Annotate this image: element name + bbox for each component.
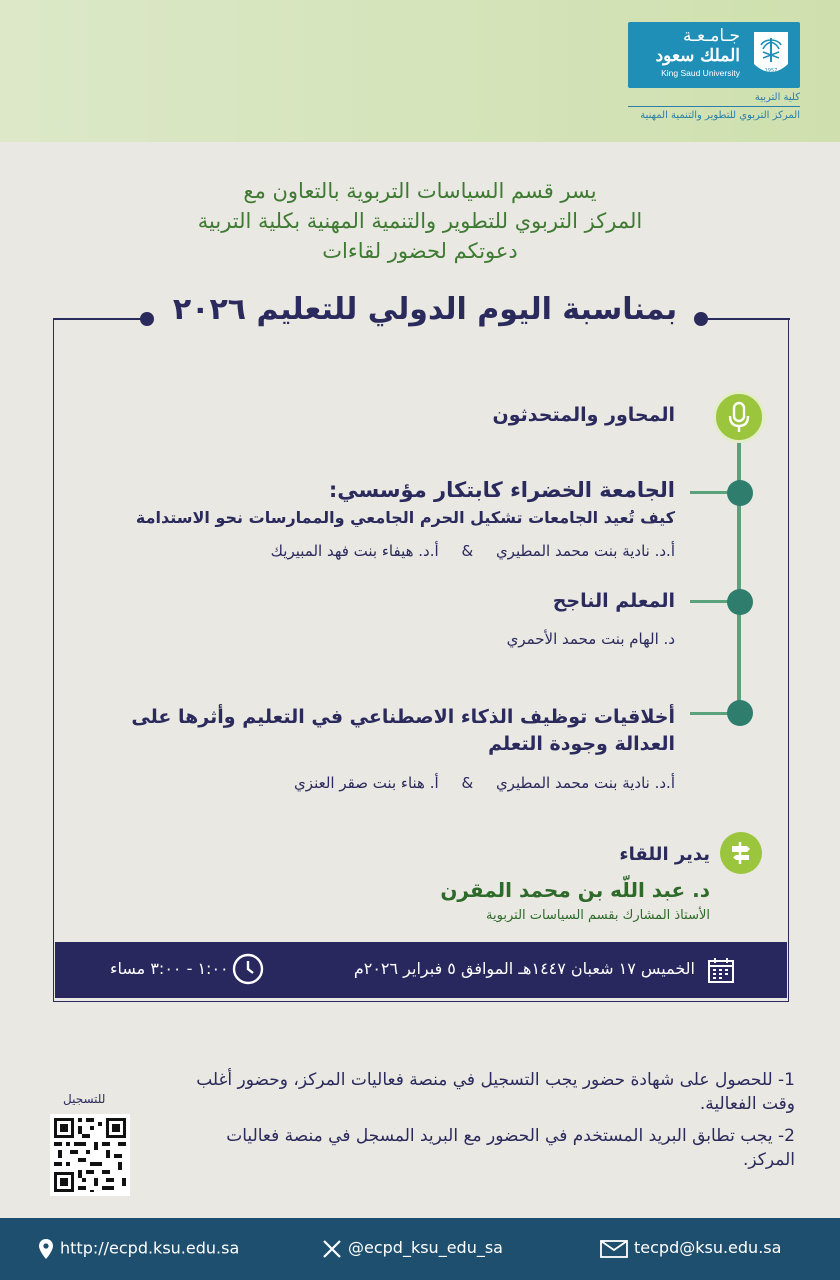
intro-text [0, 176, 840, 266]
signpost-icon [720, 832, 762, 874]
speaker-name: أ. هناء بنت صقر العنزي [294, 774, 439, 792]
timeline-line [737, 430, 741, 715]
speaker-name: أ.د. هيفاء بنت فهد المبيريك [270, 542, 439, 560]
frame-dot-left [140, 312, 154, 326]
logo-arabic-line2: الملك سعود [655, 46, 740, 66]
timeline-branch [690, 600, 730, 603]
timeline-node [727, 589, 753, 615]
clock-icon [231, 952, 265, 986]
topic-2-title: المعلم الناجح [552, 590, 675, 612]
ksu-logo [628, 22, 800, 88]
moderator-name: د. عبد اللّه بن محمد المقرن [440, 878, 710, 902]
twitter-link[interactable] [322, 1238, 503, 1258]
event-time: ١:٠٠ - ٣:٠٠ مساء [110, 959, 229, 978]
ampersand: & [461, 542, 474, 560]
topic-1-speakers [271, 542, 675, 560]
schedule-bar [55, 942, 787, 998]
college-name: كلية التربية [754, 92, 800, 103]
topic-1-title: الجامعة الخضراء كابتكار مؤسسي: [328, 478, 675, 502]
intro-line: يسر قسم السياسات التربوية بالتعاون مع [243, 179, 597, 203]
footer-bar [0, 1218, 840, 1280]
frame-dot-right [694, 312, 708, 326]
logo-divider [628, 106, 800, 107]
topic-3-title: أخلاقيات توظيف الذكاء الاصطناعي في التعليم وأثرها على العدالة وجودة التعلم [131, 706, 675, 755]
topic-1-subtitle: كيف تُعيد الجامعات تشكيل الحرم الجامعي والممارسات نحو الاستدامة [135, 508, 675, 527]
moderator-label: يدير اللقاء [619, 844, 710, 865]
event-date: الخميس ١٧ شعبان ١٤٤٧هـ الموافق ٥ فبراير ٢٠٢٦م [353, 959, 695, 978]
moderator-role: الأستاذ المشارك بقسم السياسات التربوية [486, 908, 710, 923]
palm-emblem-icon [750, 28, 792, 82]
email-link[interactable] [600, 1238, 781, 1258]
logo-arabic-line1: جـامـعـة [682, 26, 740, 46]
website-text: http://ecpd.ksu.edu.sa [60, 1238, 240, 1258]
qr-code[interactable] [50, 1114, 130, 1196]
timeline-node [727, 480, 753, 506]
email-text: tecpd@ksu.edu.sa [634, 1238, 782, 1257]
speaker-name: أ.د. نادية بنت محمد المطيري [495, 542, 675, 560]
topic-2-speaker: د. الهام بنت محمد الأحمري [506, 630, 675, 648]
section-heading: المحاور والمتحدثون [492, 404, 675, 426]
logo-english: King Saud University [661, 68, 740, 78]
frame-top-right [702, 318, 790, 320]
qr-label: للتسجيل [63, 1092, 106, 1106]
ampersand: & [461, 774, 474, 792]
center-name: المركز التربوي للتطوير والتنمية المهنية [640, 110, 800, 121]
note-item: 2- يجب تطابق البريد المستخدم في الحضور مع البريد المسجل في منصة فعاليات المركز. [226, 1126, 795, 1170]
location-pin-icon [38, 1238, 54, 1260]
intro-line: المركز التربوي للتطوير والتنمية المهنية بكلية التربية [197, 209, 643, 233]
notes-list [185, 1068, 795, 1180]
topic-3-speakers [294, 774, 675, 792]
emblem-year: 1957 [764, 68, 778, 74]
twitter-handle: @ecpd_ksu_edu_sa [348, 1238, 503, 1257]
x-logo-icon [322, 1240, 342, 1258]
timeline-branch [690, 491, 730, 494]
signpost-badge [720, 832, 762, 874]
intro-line: دعوتكم لحضور لقاءات [322, 239, 518, 263]
microphone-badge [713, 391, 765, 443]
microphone-icon [716, 394, 762, 440]
website-link[interactable] [38, 1238, 239, 1260]
timeline-node [727, 700, 753, 726]
page-title: بمناسبة اليوم الدولي للتعليم ٢٠٢٦ [172, 292, 678, 327]
mail-icon [600, 1240, 628, 1258]
speaker-name: أ.د. نادية بنت محمد المطيري [495, 774, 675, 792]
frame-top-left [53, 318, 148, 320]
note-item: 1- للحصول على شهادة حضور يجب التسجيل في منصة فعاليات المركز، وحضور أغلب وقت الفعالية. [196, 1070, 795, 1114]
timeline-branch [690, 712, 730, 715]
calendar-icon [707, 956, 735, 984]
